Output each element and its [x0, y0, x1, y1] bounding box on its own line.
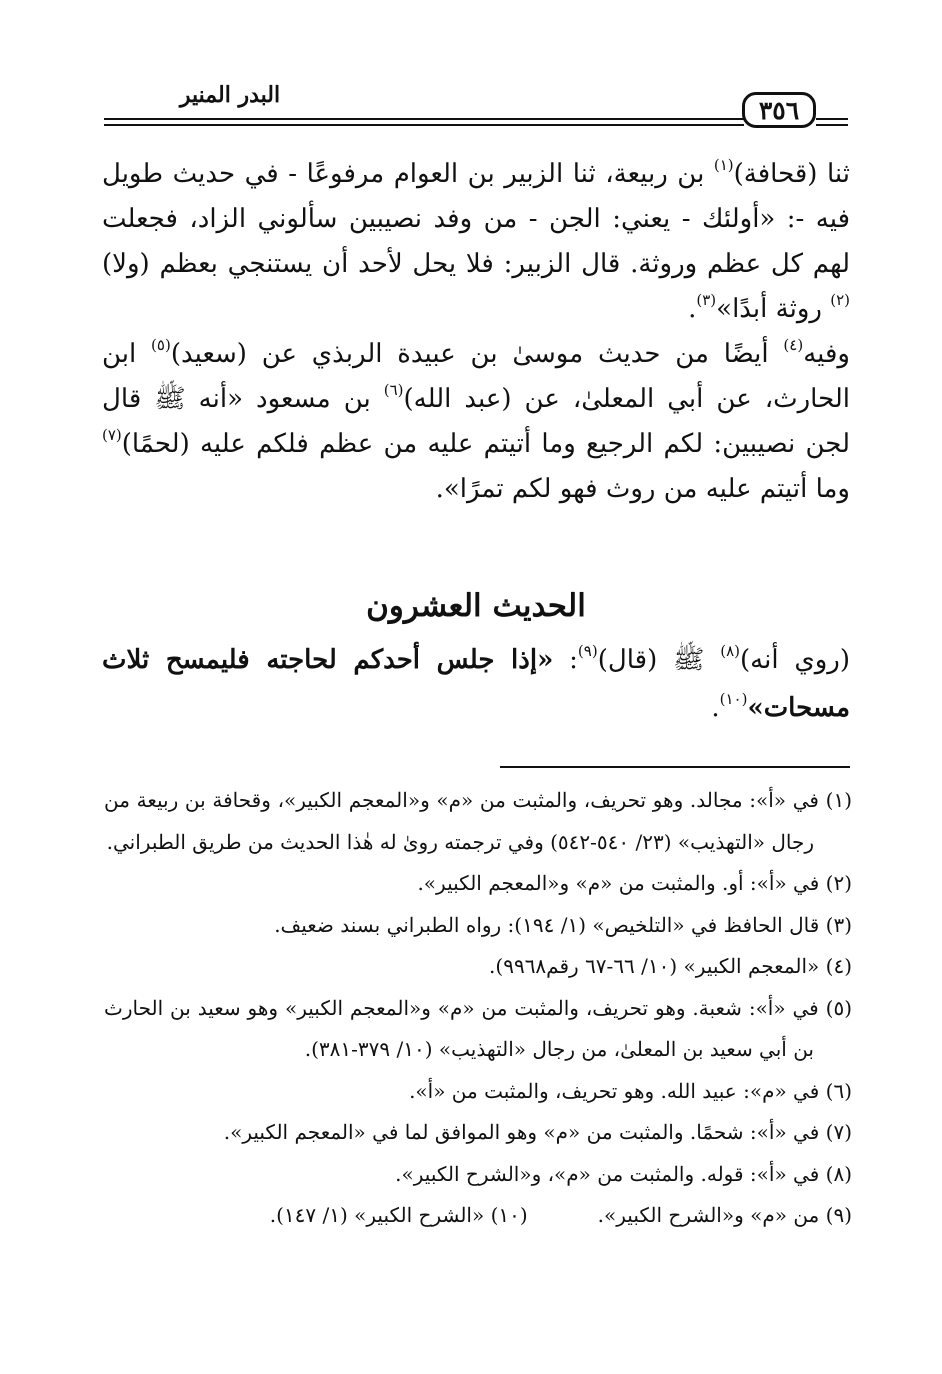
footnote-6: (٦) في «م»: عبيد الله. وهو تحريف، والمثبت من «أ». — [409, 1078, 852, 1103]
text-run: (روي أنه) — [740, 645, 850, 675]
footnote-marker: (٩) — [577, 642, 598, 661]
hadith-text — [102, 636, 850, 732]
footnote-separator — [500, 766, 850, 768]
text-run: ابن الحارث، عن أبي المعلىٰ، عن (عبد الله) — [102, 339, 850, 414]
text-run: بن مسعود «أنه ﷺ قال لجن نصيبين: لكم الرجيع وما أتيتم عليه من عظم فلكم عليه (لحمًا) — [102, 384, 850, 459]
text-run: ثنا (قحافة) — [733, 159, 850, 189]
header-rule-right-top — [816, 118, 848, 120]
footnote-1: (١) في «أ»: مجالد. وهو تحريف، والمثبت من «م» و«المعجم الكبير»، وقحافة بن ربيعة من رجال «التهذيب» (٢٣/ ٥٤٠-٥٤٢) وفي ترجمته روىٰ له هٰذا الحديث من طريق الطبراني. — [104, 788, 852, 854]
footnotes — [104, 780, 852, 1237]
footnote-marker: (٦) — [383, 381, 404, 400]
text-run: : — [553, 645, 578, 675]
footnote-8: (٨) في «أ»: قوله. والمثبت من «م»، و«الشرح الكبير». — [395, 1161, 852, 1186]
text-run: بن ربيعة، ثنا الزبير بن العوام مرفوعًا - في حديث طويل فيه -: «أولئك - يعني: الجن - من وفد نصيبين سألوني الزاد، فجعلت لهم كل عظم وروثة. قال الزبير: فلا يحل لأحد أن يستنجي بعظم (ولا) — [102, 159, 850, 279]
running-head-book-title: البدر المنير — [179, 82, 281, 108]
text-run: وفيه — [803, 339, 850, 369]
section-heading: الحديث العشرون — [366, 588, 586, 624]
text-run: وما أتيتم عليه من روث فهو لكم تمرًا». — [435, 474, 850, 504]
footnote-marker: (٨) — [720, 642, 741, 661]
footnote-marker: (٥) — [151, 336, 171, 355]
footnote-5: (٥) في «أ»: شعبة. وهو تحريف، والمثبت من «م» و«المعجم الكبير» وهو سعيد بن الحارث بن أبي سعيد بن المعلىٰ، من رجال «التهذيب» (١٠/ ٣٧٩-٣٨١). — [104, 995, 852, 1061]
footnote-10: (١٠) «الشرح الكبير» (١/ ١٤٧). — [269, 1203, 528, 1227]
footnote-marker: (٢) — [830, 291, 850, 310]
footnote-row-9-10 — [104, 1195, 852, 1237]
text-run: ﷺ (قال) — [597, 645, 721, 675]
footnote-marker: (٣) — [696, 291, 717, 310]
main-text — [102, 152, 850, 512]
text-run: . — [688, 294, 697, 324]
header-rule-top — [104, 118, 744, 120]
text-run: أيضًا من حديث موسىٰ بن عبيدة الربذي عن (سعيد) — [170, 339, 784, 369]
hadith-quote: «إذا جلس أحدكم لحاجته فليمسح ثلاث مسحات» — [102, 645, 850, 723]
paragraph-2 — [102, 332, 850, 512]
footnote-9: (٩) من «م» و«الشرح الكبير». — [597, 1203, 852, 1227]
footnote-marker: (٧) — [102, 426, 122, 445]
header-rule-right-bottom — [816, 124, 848, 126]
page-number: ٣٥٦ — [742, 92, 816, 128]
footnote-3: (٣) قال الحافظ في «التلخيص» (١/ ١٩٤): رواه الطبراني بسند ضعيف. — [274, 912, 852, 937]
text-run: روثة أبدًا» — [716, 294, 831, 324]
footnote-4: (٤) «المعجم الكبير» (١٠/ ٦٦-٦٧ رقم٩٩٦٨). — [489, 954, 852, 978]
header-rule-bottom — [104, 124, 744, 126]
paragraph-1 — [102, 152, 850, 332]
footnote-marker: (١٠) — [719, 690, 748, 709]
footnote-7: (٧) في «أ»: شحمًا. والمثبت من «م» وهو الموافق لما في «المعجم الكبير». — [223, 1120, 852, 1144]
footnote-marker: (٤) — [783, 336, 804, 355]
footnote-marker: (١) — [713, 156, 734, 175]
text-run: . — [711, 693, 720, 723]
footnote-2: (٢) في «أ»: أو. والمثبت من «م» و«المعجم الكبير». — [417, 871, 852, 895]
